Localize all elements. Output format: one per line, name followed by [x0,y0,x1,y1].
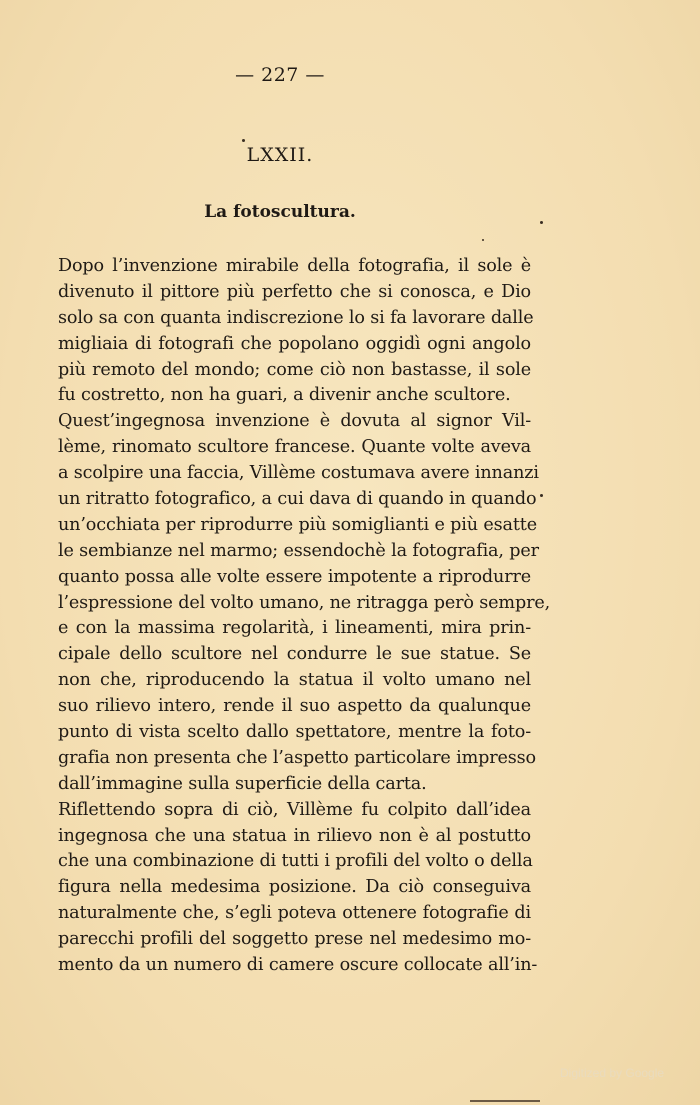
text-line: naturalmente che, s’egli poteva ottenere fotografie di [58,903,531,924]
text-line: un’occhiata per riprodurre più somiglianti e più esatte [58,514,537,535]
chapter-title: La fotoscultura. [204,202,356,222]
text-line: figura nella medesima posizione. Da ciò conseguiva [58,877,531,898]
ink-speck [540,494,543,497]
digitization-watermark: Digitized by Google [560,1066,665,1080]
text-line: che una combinazione di tutti i profili del volto o della [58,851,533,872]
text-line: mento da un numero di camere oscure collocate all’in- [58,955,538,976]
body-text [58,254,551,979]
ink-speck [482,239,484,241]
text-line: un ritratto fotografico, a cui dava di quando in quando [58,489,537,510]
text-line: divenuto il pittore più perfetto che si conosca, e Dio [58,281,531,302]
text-line: e con la massima regolarità, i lineamenti, mira prin- [58,618,531,639]
text-line: ingegnosa che una statua in rilievo non è al postutto [58,825,531,846]
ink-speck [540,221,543,224]
text-line: le sembianze nel marmo; essendochè la fotografia, per [58,540,539,561]
page-number: — 227 — [235,64,325,86]
text-line: dall’immagine sulla superficie della carta. [58,773,427,794]
chapter-number: LXXII. [246,144,314,166]
text-line: Riflettendo sopra di ciò, Villème fu colpito dall’idea [58,799,531,820]
text-line: quanto possa alle volte essere impotente a riprodurre [58,566,531,587]
text-line: solo sa con quanta indiscrezione lo si fa lavorare dalle [58,307,534,328]
text-line: punto di vista scelto dallo spettatore, mentre la foto- [58,722,531,743]
text-line: Dopo l’invenzione mirabile della fotografia, il sole è [58,256,531,276]
ink-speck [242,139,245,142]
text-line: non che, riproducendo la statua il volto umano nel [58,670,531,691]
text-line: suo rilievo intero, rende il suo aspetto da qualunque [58,696,531,717]
text-line: parecchi profili del soggetto prese nel medesimo mo- [58,929,531,950]
text-line: cipale dello scultore nel condurre le sue statue. Se [58,644,531,665]
text-line: l’espressione del volto umano, ne ritragga però sempre, [58,592,551,613]
text-line: a scolpire una faccia, Villème costumava avere innanzi [58,463,539,484]
text-line: grafia non presenta che l’aspetto particolare impresso [58,747,536,768]
text-line: lème, rinomato scultore francese. Quante volte aveva [58,437,531,458]
text-line: Quest’ingegnosa invenzione è dovuta al signor Vil- [58,411,531,432]
text-line: fu costretto, non ha guari, a divenir anche scultore. [58,385,511,406]
text-line: più remoto del mondo; come ciò non bastasse, il sole [58,359,531,380]
text-line: migliaia di fotografi che popolano oggidì ogni angolo [58,333,531,354]
bottom-edge-rule [470,1100,540,1102]
